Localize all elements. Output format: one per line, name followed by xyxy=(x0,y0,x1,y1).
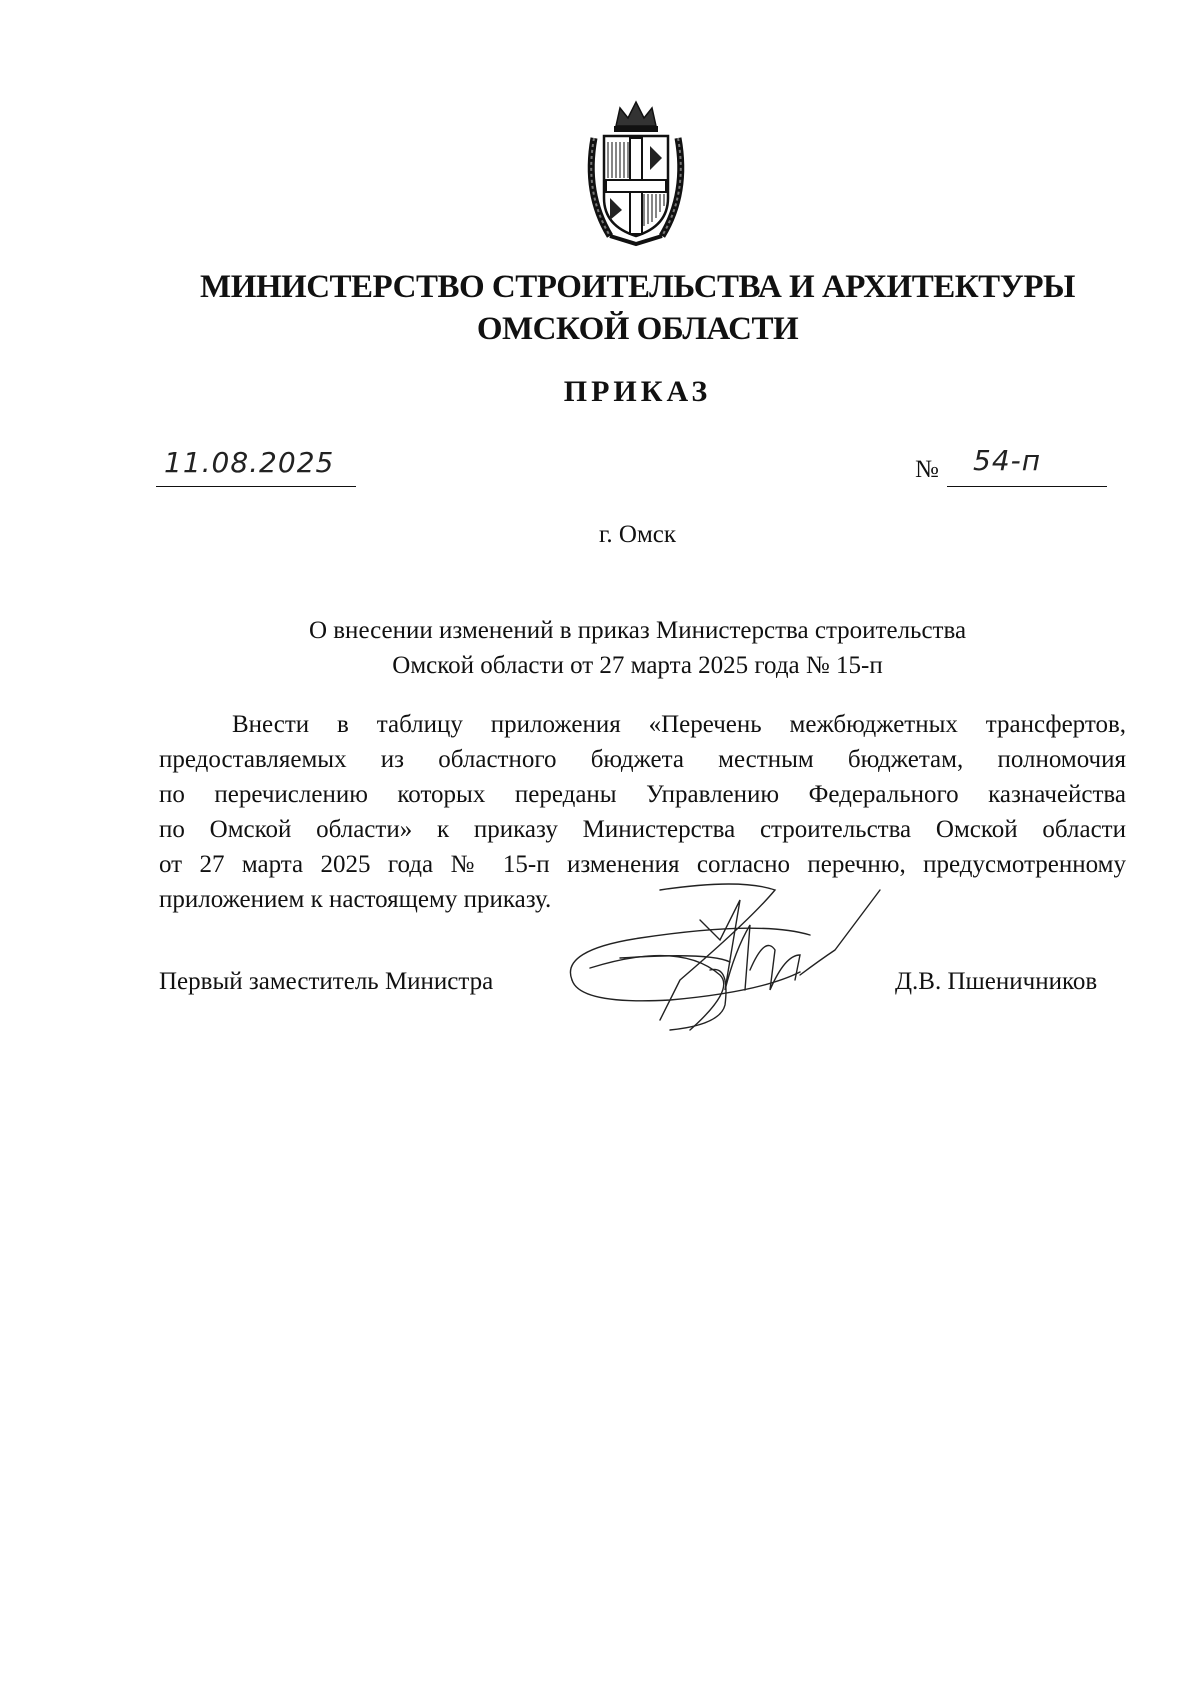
city: г. Омск xyxy=(598,521,677,548)
document-type-title: ПРИКАЗ xyxy=(563,375,712,408)
ministry-name xyxy=(0,266,1200,350)
order-subject-line2: Омской области от 27 марта 2025 года № 15-п xyxy=(392,652,883,679)
body-line: по перечислению которых переданы Управлению Федерального казначейства xyxy=(159,781,1126,808)
number-sign: № xyxy=(915,456,939,483)
handwritten-signature xyxy=(560,880,890,1040)
order-date: 11.08.2025 xyxy=(164,446,335,479)
coat-of-arms-icon xyxy=(580,98,692,248)
body-line: от 27 марта 2025 года № 15-п изменения согласно перечню, предусмотренному xyxy=(159,851,1126,878)
signer-position: Первый заместитель Министра xyxy=(159,968,494,995)
ministry-name-line1: МИНИСТЕРСТВО СТРОИТЕЛЬСТВА И АРХИТЕКТУРЫ xyxy=(200,269,1075,305)
order-subject-line1: О внесении изменений в приказ Министерства строительства xyxy=(308,617,967,644)
order-number-field xyxy=(947,444,1107,487)
body-line: приложением к настоящему приказу. xyxy=(159,886,552,913)
body-line: предоставляемых из областного бюджета местным бюджетам, полномочия xyxy=(159,746,1126,773)
signer-name: Д.В. Пшеничников xyxy=(895,968,1098,995)
order-number: 54-п xyxy=(973,444,1042,477)
order-subject xyxy=(0,613,1200,683)
order-date-field xyxy=(156,446,356,487)
ministry-name-line2: ОМСКОЙ ОБЛАСТИ xyxy=(476,311,799,347)
body-line: Внести в таблицу приложения «Перечень межбюджетных трансфертов, xyxy=(232,711,1126,738)
body-line: по Омской области» к приказу Министерства строительства Омской области xyxy=(159,816,1126,843)
